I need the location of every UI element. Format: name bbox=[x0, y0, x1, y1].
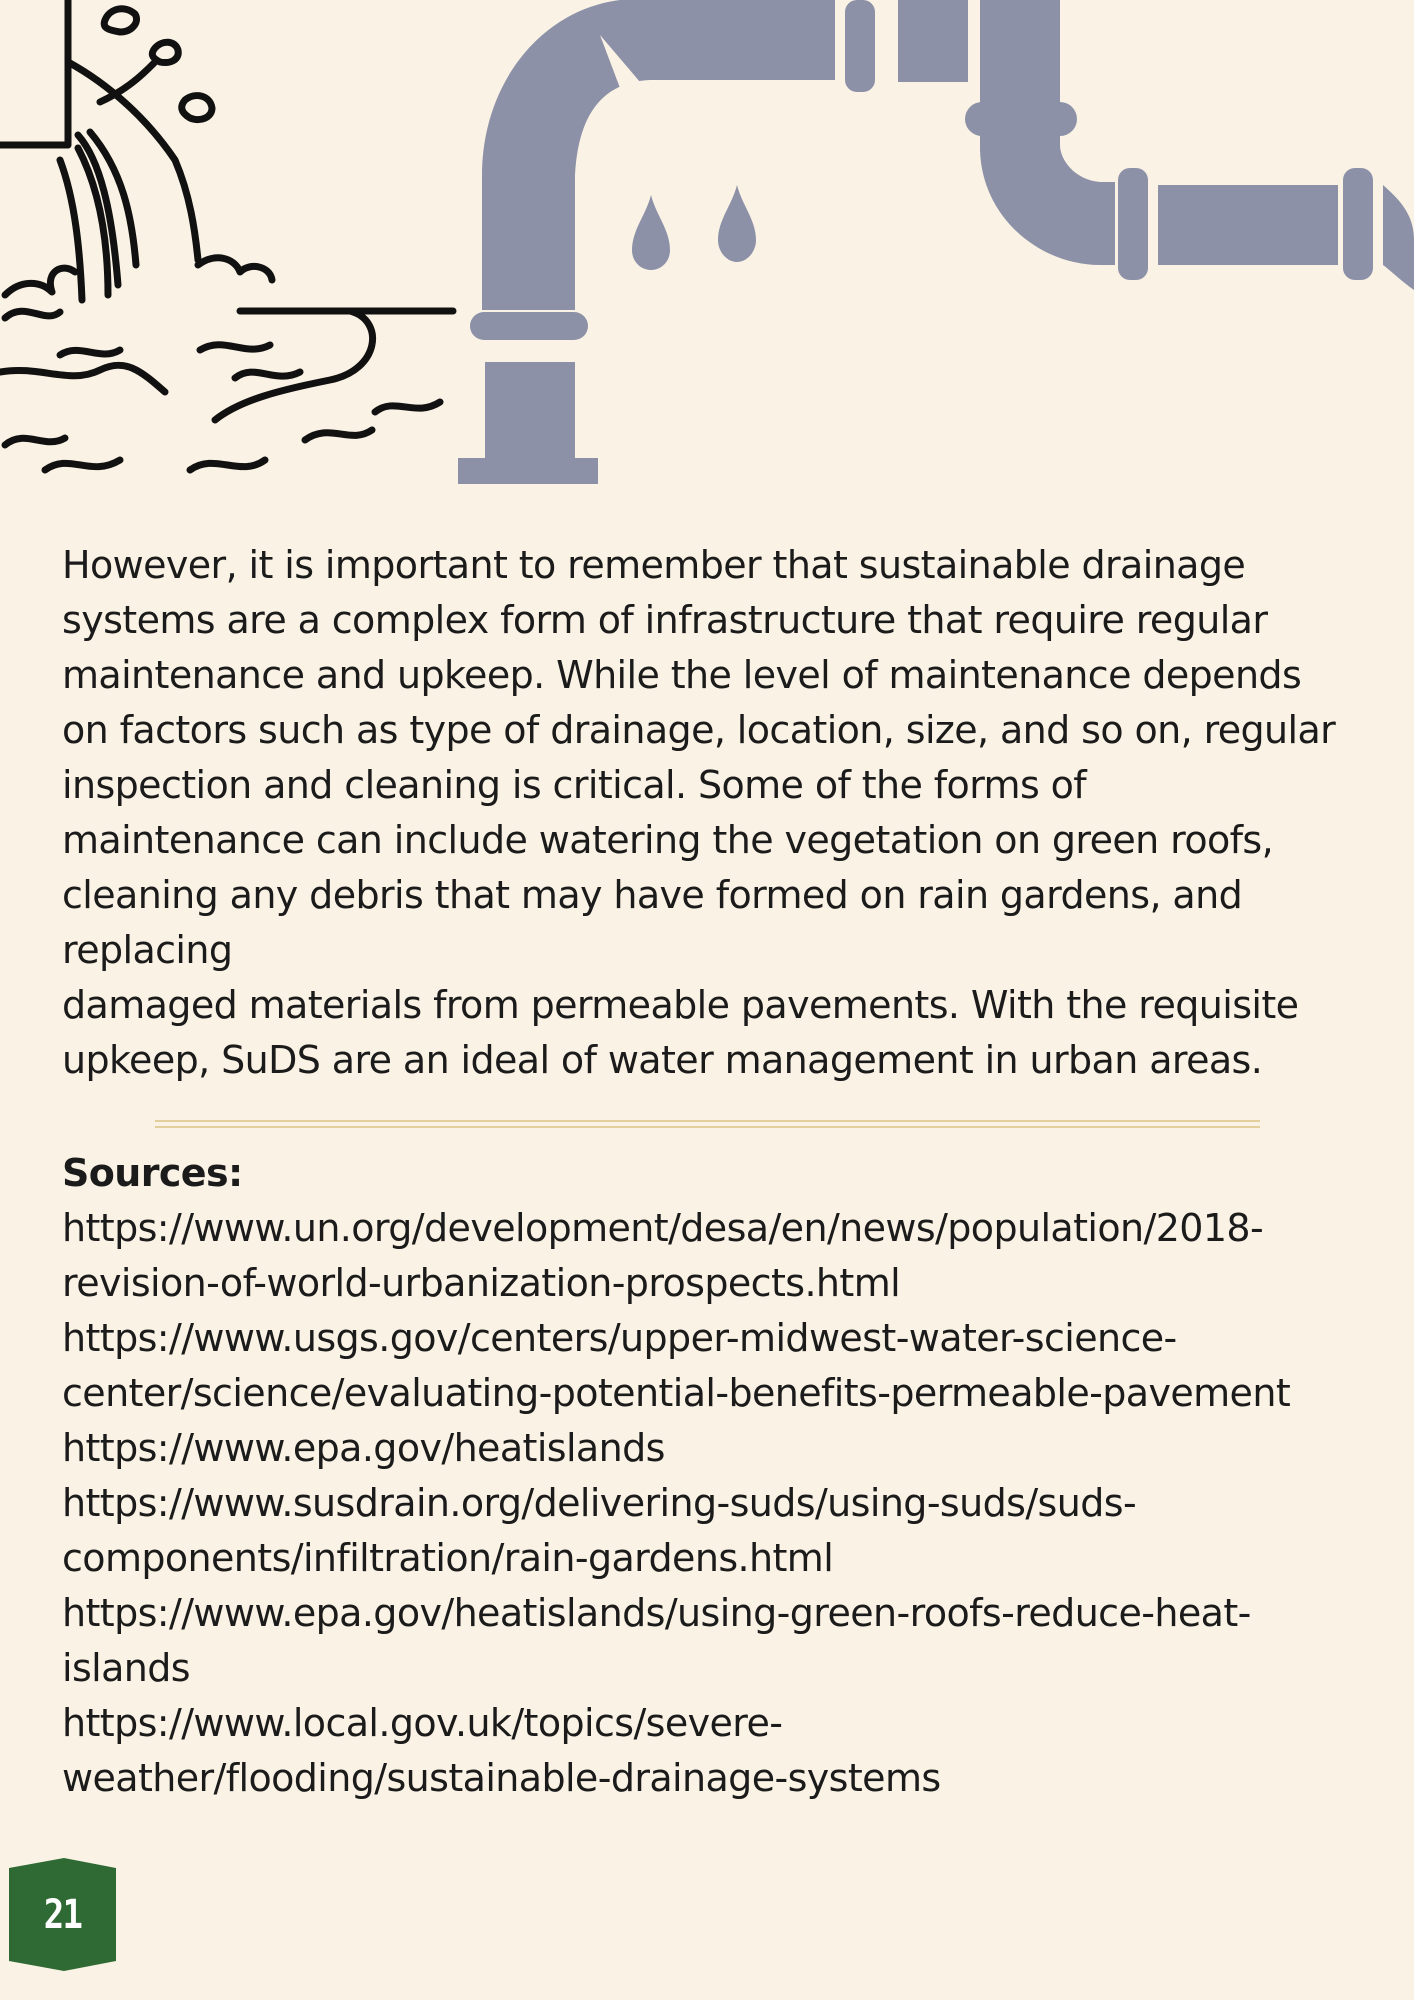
source-link[interactable]: center/science/evaluating-potential-benefits-permeable-pavement bbox=[62, 1371, 1291, 1415]
body-line: systems are a complex form of infrastructure that require regular bbox=[62, 598, 1268, 642]
body-line: upkeep, SuDS are an ideal of water management in urban areas. bbox=[62, 1038, 1263, 1082]
body-line: cleaning any debris that may have formed on rain gardens, and bbox=[62, 873, 1243, 917]
sources-heading: Sources: bbox=[62, 1151, 243, 1195]
body-line: damaged materials from permeable pavements. With the requisite bbox=[62, 983, 1299, 1027]
body-line: inspection and cleaning is critical. Some of the forms of bbox=[62, 763, 1087, 807]
body-line: However, it is important to remember that sustainable drainage bbox=[62, 543, 1246, 587]
source-link[interactable]: https://www.epa.gov/heatislands/using-green-roofs-reduce-heat- bbox=[62, 1591, 1251, 1635]
source-link[interactable]: revision-of-world-urbanization-prospects.html bbox=[62, 1261, 901, 1305]
body-line: maintenance can include watering the vegetation on green roofs, bbox=[62, 818, 1274, 862]
header-illustration bbox=[0, 0, 1414, 500]
page-number: 21 bbox=[43, 1891, 82, 1938]
source-link[interactable]: islands bbox=[62, 1646, 191, 1690]
source-link[interactable]: https://www.susdrain.org/delivering-suds/using-suds/suds- bbox=[62, 1481, 1137, 1525]
source-link[interactable]: weather/flooding/sustainable-drainage-systems bbox=[62, 1756, 941, 1800]
source-link[interactable]: https://www.un.org/development/desa/en/news/population/2018- bbox=[62, 1206, 1264, 1250]
body-line: maintenance and upkeep. While the level of maintenance depends bbox=[62, 653, 1302, 697]
section-divider bbox=[155, 1120, 1260, 1128]
body-paragraph bbox=[62, 538, 1402, 1088]
source-link[interactable]: https://www.epa.gov/heatislands bbox=[62, 1426, 665, 1470]
body-line: on factors such as type of drainage, location, size, and so on, regular bbox=[62, 708, 1336, 752]
sources-section bbox=[62, 1146, 1402, 1806]
body-line: replacing bbox=[62, 928, 233, 972]
water-outflow-drain-icon bbox=[0, 0, 453, 470]
source-link[interactable]: https://www.local.gov.uk/topics/severe- bbox=[62, 1701, 783, 1745]
source-link[interactable]: https://www.usgs.gov/centers/upper-midwest-water-science- bbox=[62, 1316, 1177, 1360]
leaking-pipe-icon bbox=[458, 0, 1414, 484]
source-link[interactable]: components/infiltration/rain-gardens.html bbox=[62, 1536, 834, 1580]
